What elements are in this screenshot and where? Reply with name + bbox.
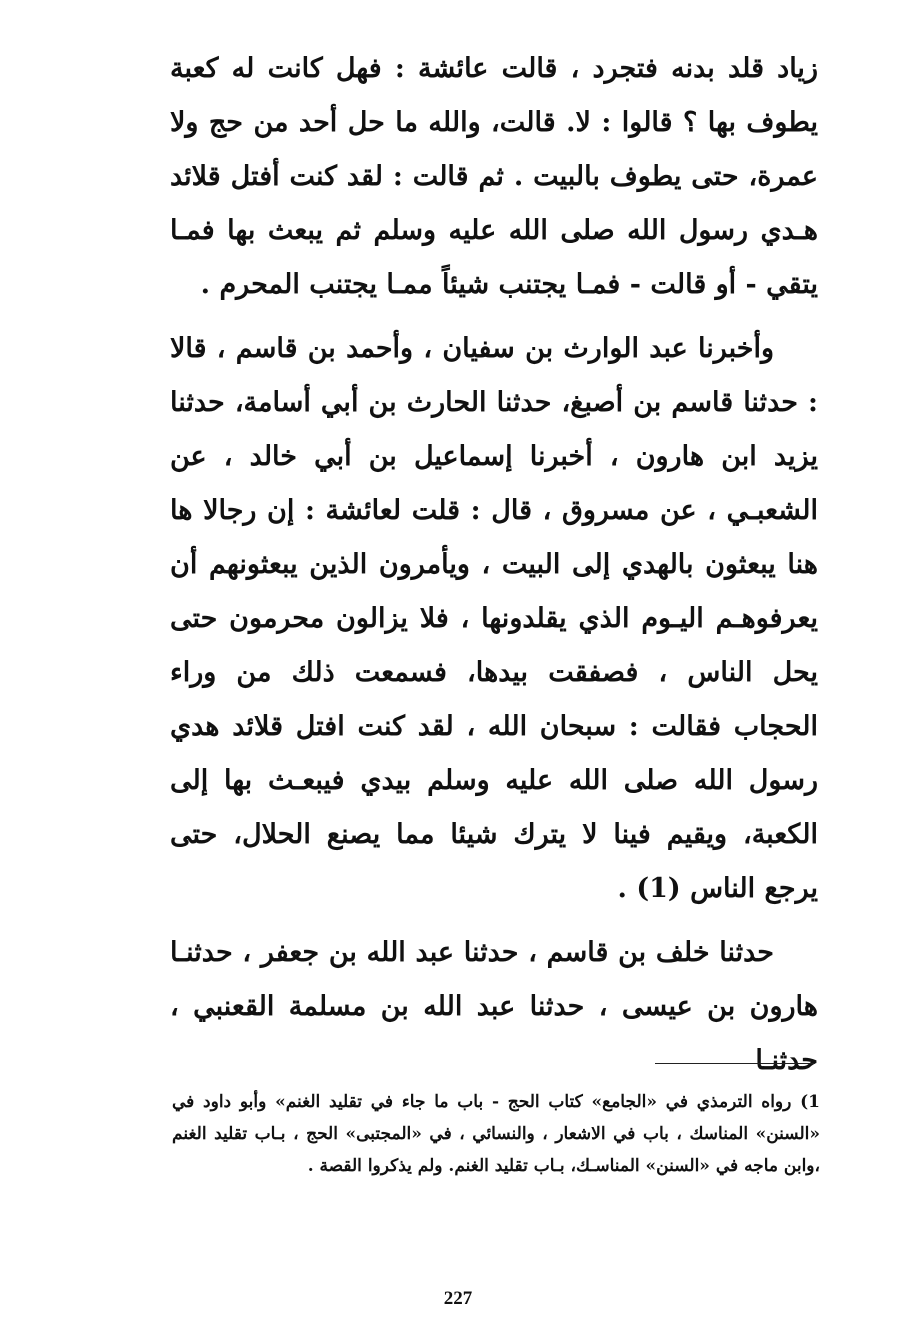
footnote-1: 1) رواه الترمذي في «الجامع» كتاب الحج - باب ما جاء في تقليد الغنم» وأبو داود في «السنن» المناسك ، باب في الاشعار ، والنسائي ، في «المجتبى» الحج ، بـاب تقليد الغنم ،وابن ماجه في «السنن» المناسـك، بـاب تقليد الغنم. ولم يذكروا القصة . bbox=[172, 1092, 820, 1176]
paragraph-3: حدثنا خلف بن قاسم ، حدثنا عبد الله بن جعفر ، حدثنـا هارون بن عيسى ، حدثنا عبد الله بن مسلمة القعنبي ، حدثنـا bbox=[170, 937, 818, 1076]
page-number: 227 bbox=[443, 1288, 473, 1309]
footnotes bbox=[172, 1086, 820, 1182]
paragraph-2: وأخبرنا عبد الوارث بن سفيان ، وأحمد بن قاسم ، قالا : حدثنا قاسم بن أصبغ، حدثنا الحارث بن أبي أسامة، حدثنا يزيد ابن هارون ، أخبرنا إسماعيل بن أبي خالد ، عن الشعبـي ، عن مسروق ، قال : قلت لعائشة : إن رجالا ها هنا يبعثون بالهدي إلى البيت ، ويأمرون الذين يبعثونهم أن يعرفوهـم اليـوم الذي يقلدونها ، فلا يزالون محرمون حتى يحل الناس ، فصفقت بيدها، فسمعت ذلك من وراء الحجاب فقالت : سبحان الله ، لقد كنت افتل قلائد هدي رسول الله صلى الله عليه وسلم بيدي فيبعـث بها إلى الكعبة، ويقيم فينا لا يترك شيئا مما يصنع الحلال، حتى يرجع الناس (1) . bbox=[170, 333, 818, 904]
main-text bbox=[170, 42, 818, 1088]
paragraph-1: زياد قلد بدنه فتجرد ، قالت عائشة : فهل كانت له كعبة يطوف بها ؟ قالوا : لا. قالت، والله ما حل أحد من حج ولا عمرة، حتى يطوف بالبيت . ثم قالت : لقد كنت أفتل قلائد هـدي رسول الله صلى الله عليه وسلم ثم يبعث بها فمـا يتقي - أو قالت - فمـا يجتنب شيئاً ممـا يجتنب المحرم . bbox=[170, 53, 818, 300]
footnote-divider bbox=[655, 1063, 815, 1064]
